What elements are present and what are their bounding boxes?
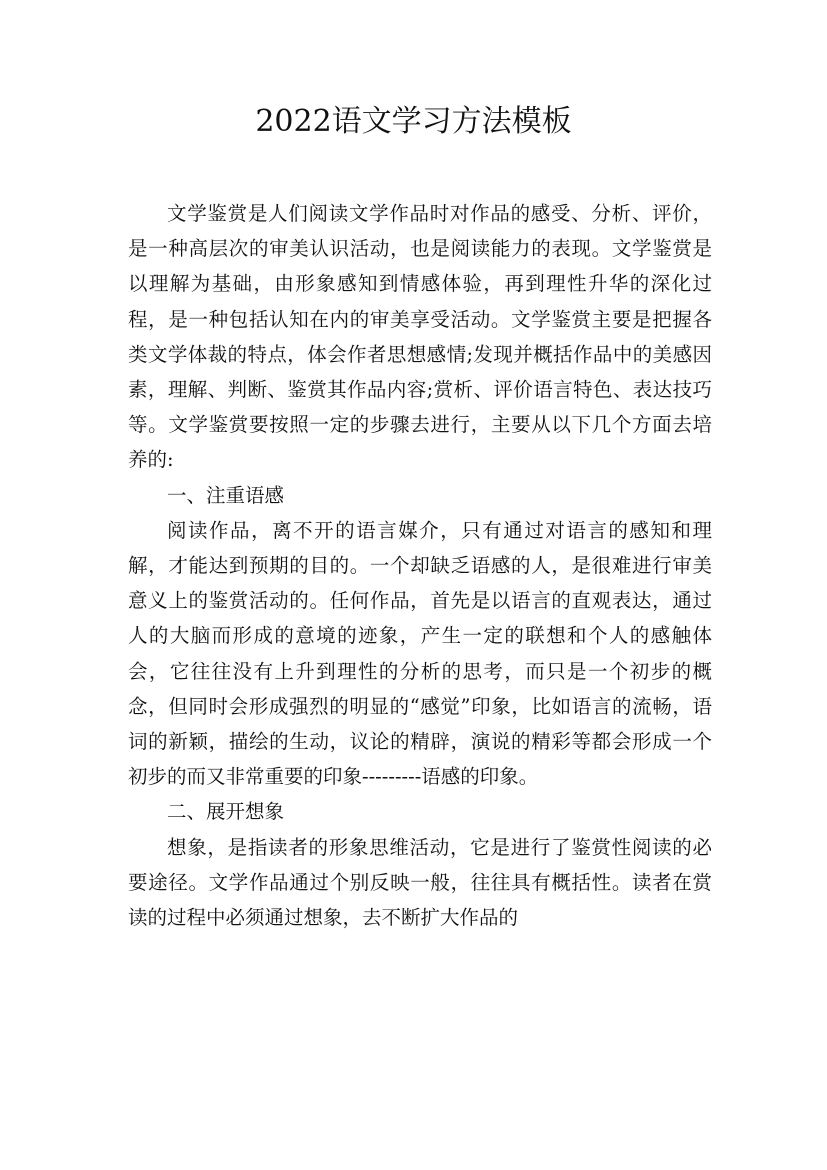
document-body (128, 196, 712, 935)
document-title: 2022语文学习方法模板 (255, 104, 572, 139)
section-heading-1: 一、注重语感 (167, 483, 285, 507)
intro-paragraph: 文学鉴赏是人们阅读文学作品时对作品的感受、分析、评价，是一种高层次的审美认识活动，也是阅读能力的表现。文学鉴赏是以理解为基础，由形象感知到情感体验，再到理性升华的深化过程，是一种包括认知在内的审美享受活动。文学鉴赏主要是把握各类文学体裁的特点，体会作者思想感情;发现并概括作品中的美感因素，理解、判断、鉴赏其作品内容;赏析、评价语言特色、表达技巧等。文学鉴赏要按照一定的步骤去进行，主要从以下几个方面去培养的: (128, 202, 712, 472)
section-paragraph-1: 阅读作品，离不开的语言媒介，只有通过对语言的感知和理解，才能达到预期的目的。一个却缺乏语感的人，是很难进行审美意义上的鉴赏活动的。任何作品，首先是以语言的直观表达，通过人的大脑而形成的意境的迹象，产生一定的联想和个人的感触体会，它往往没有上升到理性的分析的思考，而只是一个初步的概念，但同时会形成强烈的明显的“感觉”印象，比如语言的流畅，语词的新颖，描绘的生动，议论的精辟，演说的精彩等都会形成一个初步的而又非常重要的印象---------语感的印象。 (128, 518, 712, 789)
section-heading-2: 二、展开想象 (167, 800, 285, 824)
section-paragraph-2: 想象，是指读者的形象思维活动，它是进行了鉴赏性阅读的必要途径。文学作品通过个别反映一般，往往具有概括性。读者在赏读的过程中必须通过想象，去不断扩大作品的 (128, 835, 712, 930)
